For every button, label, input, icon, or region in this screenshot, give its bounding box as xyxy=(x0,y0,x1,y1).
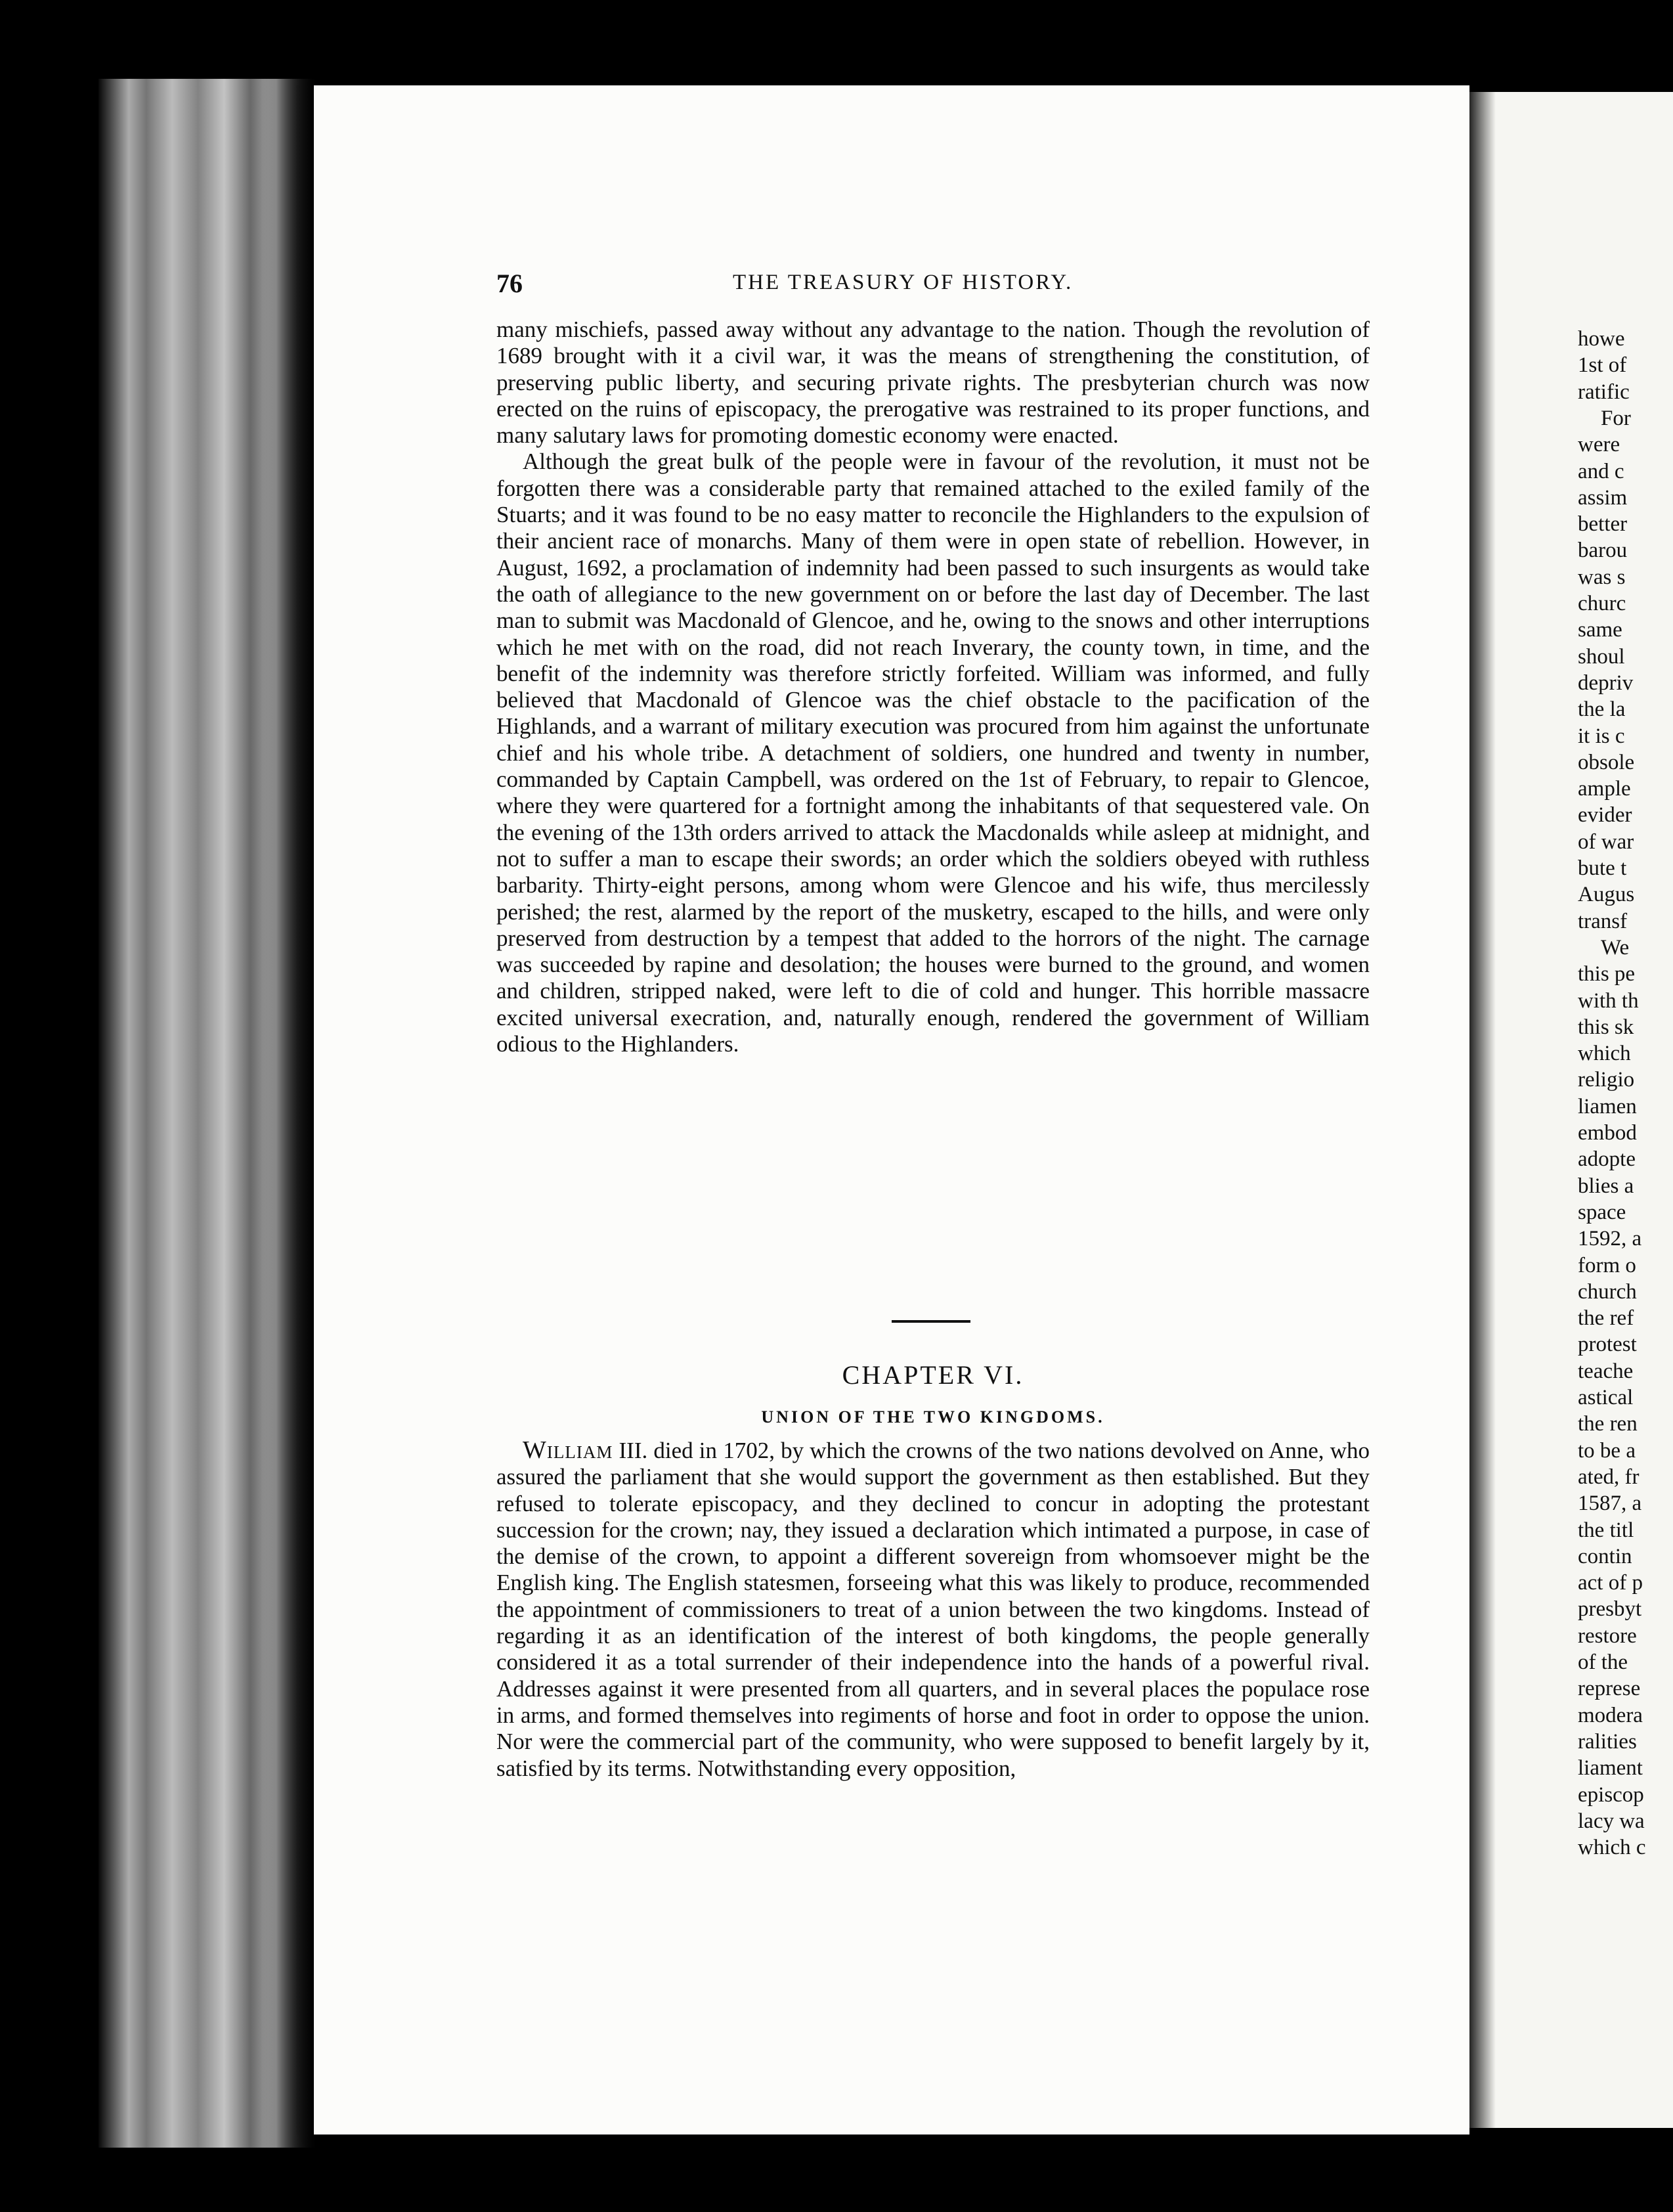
facing-page-line: barou xyxy=(1578,539,1628,563)
facing-page-line: 1587, a xyxy=(1578,1492,1642,1516)
facing-page-line: obsole xyxy=(1578,750,1635,774)
facing-page-line: and c xyxy=(1578,459,1624,483)
facing-page-line: howe xyxy=(1578,327,1625,351)
lead-word: William xyxy=(523,1436,613,1464)
facing-page-line: religio xyxy=(1578,1068,1635,1092)
facing-page-line: 1592, a xyxy=(1578,1227,1642,1251)
facing-page-line: lacy wa xyxy=(1578,1809,1645,1833)
facing-page-line: For xyxy=(1601,406,1631,430)
facing-page-line: evider xyxy=(1578,803,1632,828)
facing-page-line: the titl xyxy=(1578,1518,1634,1542)
facing-page-line: this sk xyxy=(1578,1015,1634,1039)
facing-page-line: teache xyxy=(1578,1359,1634,1383)
facing-page-line: which xyxy=(1578,1042,1631,1066)
body-text-chapter xyxy=(496,1437,1370,1782)
facing-page-line: it is c xyxy=(1578,724,1625,748)
facing-page-line: same xyxy=(1578,618,1622,642)
facing-page-line: churc xyxy=(1578,592,1626,615)
running-head xyxy=(496,268,1363,301)
chapter-paragraph-1 xyxy=(496,1437,1370,1782)
paragraph-2: Although the great bulk of the people were in favour of the revolution, it must not be forgotten there was a considerable party that remained attached to the exiled family of the Stuarts; and it was found to be no easy matter to reconcile the Highlanders to the expulsion of their ancient race of monarchs. Many of them were in open state of rebellion. However, in August, 1692, a proclamation of indemnity had been passed to such insurgents as would take the oath of allegiance to the new government on or before the last day of December. The last man to submit was Macdonald of Glencoe, and he, owing to the snows and other interruptions which he met with on the road, did not reach Inverary, the county town, in time, and the benefit of the indemnity was therefore strictly forfeited. William was informed, and fully believed that Macdonald of Glencoe was the chief obstacle to the pacification of the Highlands, and a warrant of military execution was procured from him against the unfortunate chief and his whole tribe. A detachment of soldiers, one hundred and twenty in number, commanded by Captain Campbell, was ordered on the 1st of February, to repair to Glencoe, where they were quartered for a fortnight among the inhabitants of that sequestered vale. On the evening of the 13th orders arrived to attack the Macdonalds while asleep at midnight, and not to suffer a man to escape their swords; an order which the soldiers obeyed with ruthless barbarity. Thirty-eight persons, among whom were Glencoe and his wife, thus mercilessly perished; the rest, alarmed by the report of the musketry, escaped to the hills, and were only preserved from destruction by a tempest that added to the horrors of the night. The carnage was succeeded by rapine and desolation; the houses were burned to the ground, and women and children, stripped naked, were left to die of cold and hunger. This horrible massacre excited universal execration, and, naturally enough, rendered the government of William odious to the Highlanders. xyxy=(496,449,1370,1057)
running-title: THE TREASURY OF HISTORY. xyxy=(733,271,1074,294)
facing-page-line: liamen xyxy=(1578,1094,1637,1118)
facing-page-line: modera xyxy=(1578,1703,1643,1727)
facing-page-line: astical xyxy=(1578,1386,1634,1409)
facing-page-line: church xyxy=(1578,1279,1637,1304)
facing-page-line: We xyxy=(1601,935,1630,960)
facing-page-line: form o xyxy=(1578,1253,1636,1277)
facing-page-line: the la xyxy=(1578,697,1626,722)
section-divider xyxy=(892,1320,970,1323)
facing-page xyxy=(1469,92,1673,2128)
facing-page-line: to be a xyxy=(1578,1438,1636,1463)
paragraph-1: many mischiefs, passed away without any advantage to the nation. Though the revolution of 1689 brought with it a civil war, it was the means of strengthening the constitution, of preserving public liberty, and securing private rights. The presbyterian church was now erected on the ruins of episcopacy, the prerogative was restrained to its proper functions, and many salutary laws for promoting domestic economy were enacted. xyxy=(496,317,1370,449)
facing-page-line: 1st of xyxy=(1578,353,1627,378)
facing-page-line: space xyxy=(1578,1200,1626,1224)
facing-page-line: bute t xyxy=(1578,856,1627,880)
facing-page-line: of the xyxy=(1578,1650,1628,1674)
facing-page-line: shoul xyxy=(1578,644,1625,669)
facing-page-line: was s xyxy=(1578,565,1626,589)
page-number: 76 xyxy=(496,269,523,298)
facing-page-line: ated, fr xyxy=(1578,1465,1640,1489)
facing-page-line: Augus xyxy=(1578,883,1635,907)
facing-page-line: presbyt xyxy=(1578,1597,1642,1622)
body-text-top xyxy=(496,317,1370,1057)
facing-page-line: the ref xyxy=(1578,1306,1634,1331)
facing-page-line: act of p xyxy=(1578,1571,1643,1595)
facing-page-line: assim xyxy=(1578,485,1628,510)
facing-page-line: this pe xyxy=(1578,962,1636,986)
facing-page-line: depriv xyxy=(1578,671,1634,695)
facing-page-line: adopte xyxy=(1578,1147,1636,1172)
facing-page-line: restore xyxy=(1578,1624,1637,1648)
chapter-subtitle: UNION OF THE TWO KINGDOMS. xyxy=(761,1407,1105,1427)
facing-page-line: blies a xyxy=(1578,1174,1634,1198)
facing-page-line: ratific xyxy=(1578,380,1630,404)
facing-page-line: liament xyxy=(1578,1756,1643,1781)
facing-page-line: transf xyxy=(1578,909,1628,933)
facing-page-line: with th xyxy=(1578,988,1639,1013)
chapter-heading: CHAPTER VI. xyxy=(842,1360,1024,1390)
facing-page-line: embod xyxy=(1578,1121,1637,1145)
facing-page-line: which c xyxy=(1578,1836,1646,1860)
gutter-shadow xyxy=(263,79,315,2148)
facing-page-line: ample xyxy=(1578,777,1631,801)
facing-page-line: contin xyxy=(1578,1544,1632,1568)
facing-page-line: episcop xyxy=(1578,1782,1644,1807)
facing-page-line: ralities xyxy=(1578,1729,1637,1754)
facing-page-line: protest xyxy=(1578,1333,1637,1357)
facing-page-line: better xyxy=(1578,512,1628,537)
facing-page-line: of war xyxy=(1578,830,1634,854)
facing-page-line: were xyxy=(1578,433,1620,457)
chapter-paragraph-1-text: III. died in 1702, by which the crowns of the two nations devolved on Anne, who assured the parliament that she would support the government as then established. But they refused to tolerate episcopacy, and they declined to concur in adopting the protestant succession for the crown; nay, they issued a declaration which intimated a purpose, in case of the demise of the crown, to appoint a different sovereign from whomsoever might be the English king. The English statesmen, forseeing what this was likely to produce, recommended the appointment of commissioners to treat of a union between the two kingdoms. Instead of regarding it as an identification of the interest of both kingdoms, the people generally considered it as a total surrender of their independence into the hands of a powerful rival. Addresses against it were presented from all quarters, and in several places the populace rose in arms, and formed themselves into regiments of horse and foot in order to oppose the union. Nor were the commercial part of the community, who were supposed to benefit largely by it, satisfied by its terms. Notwithstanding every opposition, xyxy=(496,1438,1370,1781)
facing-page-line: represe xyxy=(1578,1677,1641,1701)
facing-page-line: the ren xyxy=(1578,1412,1638,1436)
